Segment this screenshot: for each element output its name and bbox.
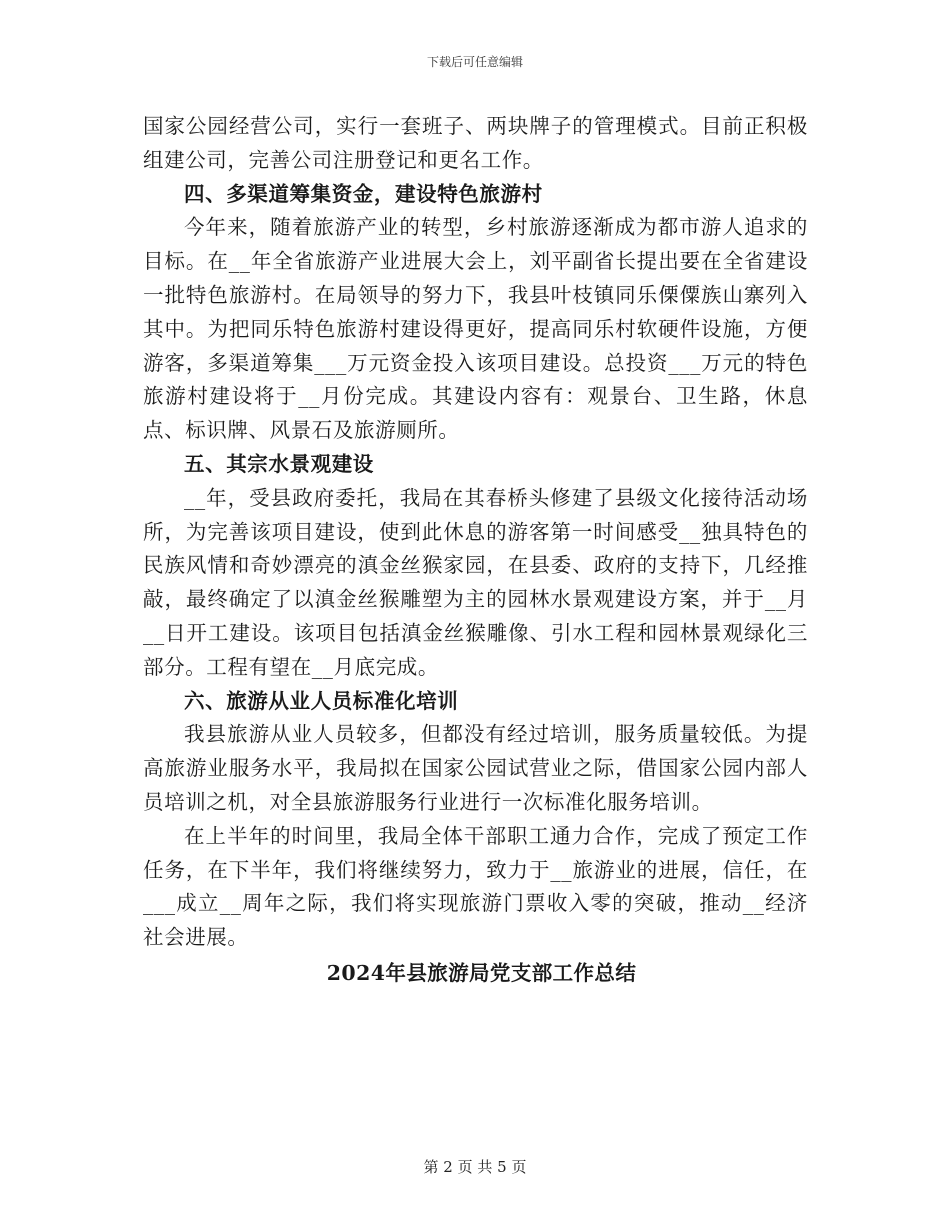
paragraph-company: 国家公园经营公司，实行一套班子、两块牌子的管理模式。目前正积极组建公司，完善公司注册登记和更名工作。 xyxy=(143,114,808,172)
page-number: 第 2 页 共 5 页 xyxy=(423,1158,527,1176)
section-heading-5: 五、其宗水景观建设 xyxy=(184,451,374,476)
section-heading-4: 四、多渠道筹集资金，建设特色旅游村 xyxy=(184,181,543,206)
page-header: 下载后可任意编辑 xyxy=(426,55,523,69)
section-heading-6: 六、旅游从业人员标准化培训 xyxy=(184,688,459,713)
paragraph-training: 我县旅游从业人员较多，但都没有经过培训，服务质量较低。为提高旅游业服务水平，我局拟在国家公园试营业之际，借国家公园内部人员培训之机，对全县旅游服务行业进行一次标准化服务培训。 xyxy=(143,722,808,814)
document-body xyxy=(143,110,808,991)
next-document-title: 2024年县旅游局党支部工作总结 xyxy=(326,960,637,985)
paragraph-tourism-village: 今年来，随着旅游产业的转型，乡村旅游逐渐成为都市游人追求的目标。在__年全省旅游产业进展大会上，刘平副省长提出要在全省建设一批特色旅游村。在局领导的努力下，我县叶枝镇同乐傈僳族山寨列入其中。为把同乐特色旅游村建设得更好，提高同乐村软硬件设施，方便游客，多渠道筹集___万元资金投入该项目建设。总投资___万元的特色旅游村建设将于__月份完成。其建设内容有：观景台、卫生路，休息点、标识牌、风景石及旅游厕所。 xyxy=(143,215,808,443)
paragraph-summary: 在上半年的时间里，我局全体干部职工通力合作，完成了预定工作任务，在下半年，我们将继续努力，致力于__旅游业的进展，信任，在___成立__周年之际，我们将实现旅游门票收入零的突破，推动__经济社会进展。 xyxy=(143,823,808,950)
paragraph-water-landscape: __年，受县政府委托，我局在其春桥头修建了县级文化接待活动场所，为完善该项目建设，使到此休息的游客第一时间感受__独具特色的民族风情和奇妙漂亮的滇金丝猴家园，在县委、政府的支持下，几经推敲，最终确定了以滇金丝猴雕塑为主的园林水景观建设方案，并于__月__日开工建设。该项目包括滇金丝猴雕像、引水工程和园林景观绿化三部分。工程有望在__月底完成。 xyxy=(143,485,808,679)
